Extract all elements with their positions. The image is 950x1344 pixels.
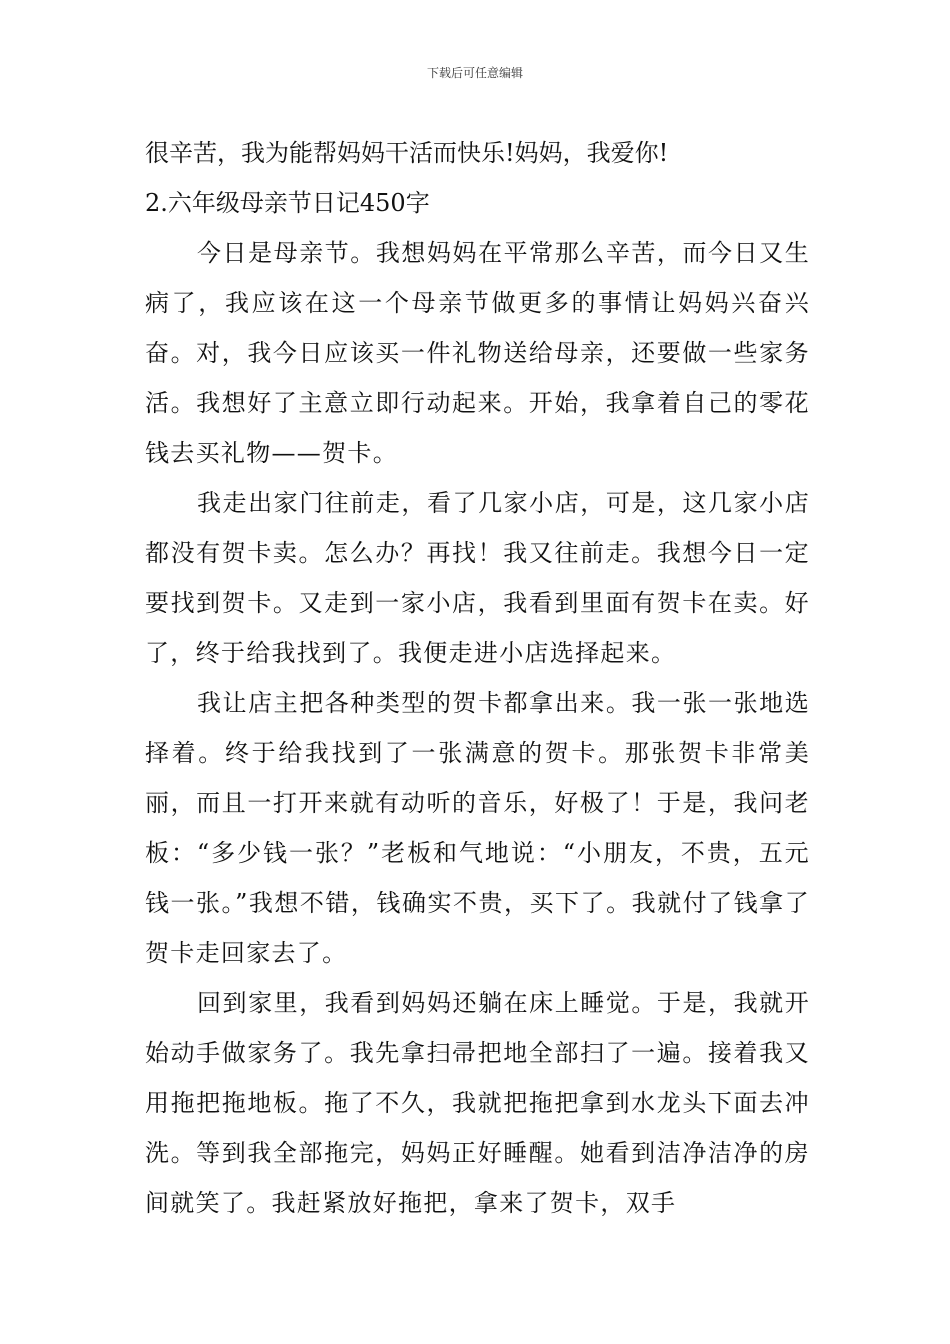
- paragraph-1: 今日是母亲节。我想妈妈在平常那么辛苦，而今日又生病了，我应该在这一个母亲节做更多的事情让妈妈兴奋兴奋。对，我今日应该买一件礼物送给母亲，还要做一些家务活。我想好了主意立即行动起来。开始，我拿着自己的零花钱去买礼物——贺卡。: [145, 239, 810, 467]
- paragraph-3: 我让店主把各种类型的贺卡都拿出来。我一张一张地选择着。终于给我找到了一张满意的贺卡。那张贺卡非常美丽，而且一打开来就有动听的音乐，好极了！于是，我问老板：“多少钱一张？”老板和气地说：“小朋友，不贵，五元钱一张。”我想不错，钱确实不贵，买下了。我就付了钱拿了贺卡走回家去了。: [145, 689, 810, 967]
- page-header-note: 下载后可任意编辑: [426, 66, 523, 80]
- paragraph-4: 回到家里，我看到妈妈还躺在床上睡觉。于是，我就开始动手做家务了。我先拿扫帚把地全部扫了一遍。接着我又用拖把拖地板。拖了不久，我就把拖把拿到水龙头下面去冲洗。等到我全部拖完，妈妈正好睡醒。她看到洁净洁净的房间就笑了。我赶紧放好拖把，拿来了贺卡，双手: [145, 989, 810, 1217]
- paragraph-2: 我走出家门往前走，看了几家小店，可是，这几家小店都没有贺卡卖。怎么办？再找！我又往前走。我想今日一定要找到贺卡。又走到一家小店，我看到里面有贺卡在卖。好了，终于给我找到了。我便走进小店选择起来。: [145, 489, 810, 667]
- document-body: [145, 128, 810, 1228]
- continuation-line: 很辛苦，我为能帮妈妈干活而快乐!妈妈，我爱你!: [145, 139, 669, 167]
- section-heading: 2.六年级母亲节日记450字: [145, 189, 430, 217]
